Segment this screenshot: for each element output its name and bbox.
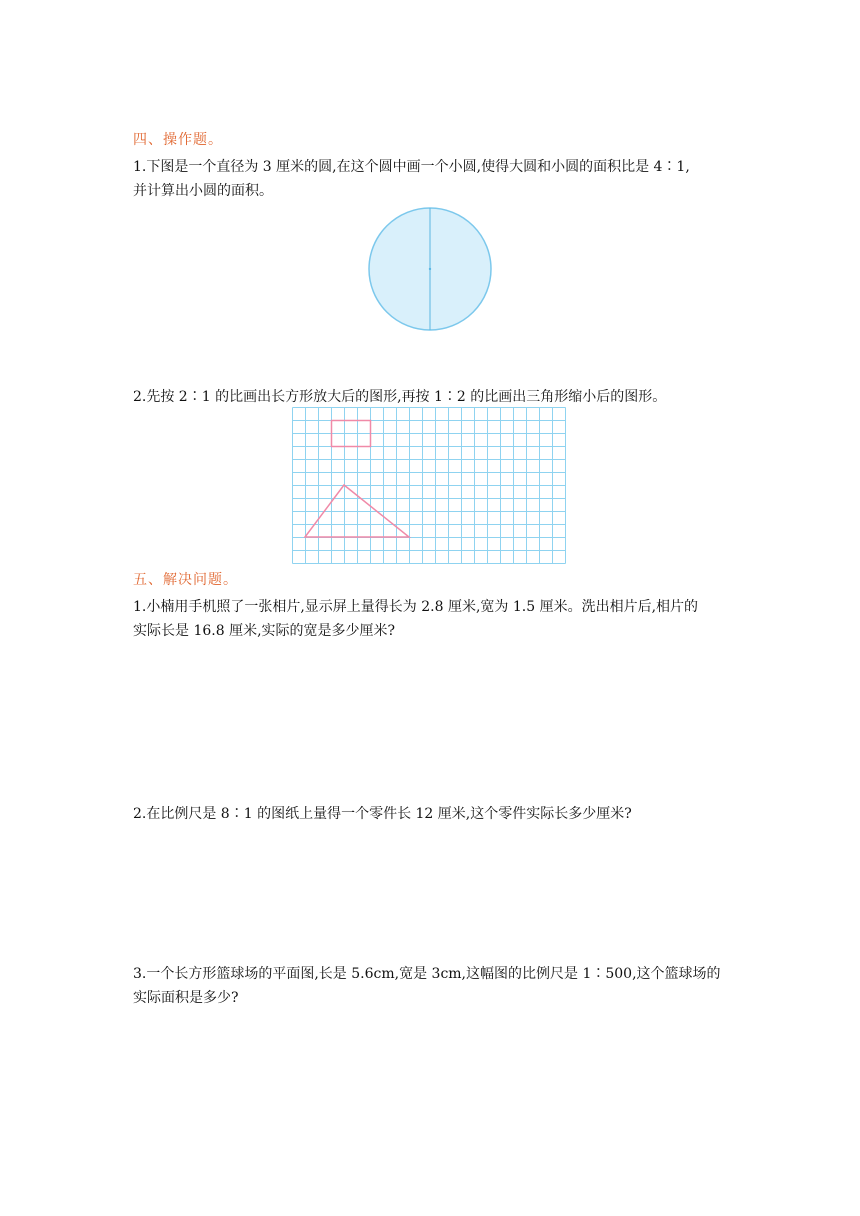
question-4-1-line-1: 1.下图是一个直径为 3 厘米的圆,在这个圆中画一个小圆,使得大圆和小圆的面积比是 4∶1, bbox=[133, 159, 690, 175]
question-5-1-line-2: 实际长是 16.8 厘米,实际的宽是多少厘米? bbox=[133, 623, 396, 639]
section-5-title: 五、解决问题。 bbox=[133, 572, 238, 588]
section-4-title: 四、操作题。 bbox=[133, 132, 223, 148]
circle-center-point bbox=[429, 268, 431, 270]
question-5-3-line-1: 3.一个长方形篮球场的平面图,长是 5.6cm,宽是 3cm,这幅图的比例尺是 1∶500,这个篮球场的 bbox=[133, 966, 721, 982]
grid-figure bbox=[292, 407, 566, 565]
question-4-1-line-2: 并计算出小圆的面积。 bbox=[133, 183, 273, 199]
question-4-2-line-1: 2.先按 2∶1 的比画出长方形放大后的图形,再按 1∶2 的比画出三角形缩小后的图形。 bbox=[133, 389, 667, 405]
grid-lines bbox=[293, 408, 566, 564]
question-5-1-line-1: 1.小楠用手机照了一张相片,显示屏上量得长为 2.8 厘米,宽为 1.5 厘米。洗出相片后,相片的 bbox=[133, 599, 699, 615]
question-5-3-line-2: 实际面积是多少? bbox=[133, 990, 239, 1006]
circle-figure bbox=[364, 203, 496, 347]
question-5-2-line-1: 2.在比例尺是 8∶1 的图纸上量得一个零件长 12 厘米,这个零件实际长多少厘米? bbox=[133, 806, 632, 822]
